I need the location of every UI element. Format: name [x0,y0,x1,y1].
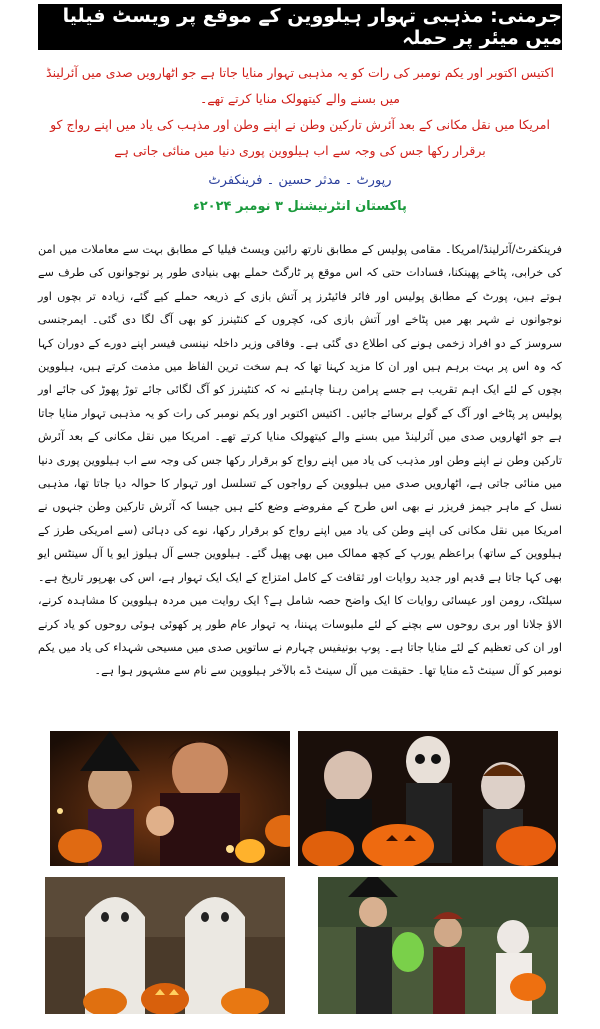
intro-block [38,60,562,218]
trick-or-treat-kids-photo [318,877,558,1014]
article-body [38,238,562,683]
intro-red-line-1: اکتیس اکتوبر اور یکم نومبر کی رات کو یہ مذہبی تہوار منایا جاتا ہے جو اٹھارویں صدی میں آئرلینڈ میں بسنے والے کیتھولک منایا کرتے تھے۔ [46,65,554,106]
children-costumes-photo [298,731,558,866]
family-halloween-photo [50,731,290,866]
ghost-costumes-photo [45,877,285,1014]
article-text: فرینکفرٹ/آئرلینڈ/امریکا۔ مقامی پولیس کے مطابق نارتھ رائین ویسٹ فیلیا کے مطابق بہت سے معاملات میں امن کی خرابی، پٹاخے پھینکنا، فسادات حتی کہ اس موقع پر ٹارگٹ حملے بھی بنیادی طور پر نوجوانوں کی طرف سے ہوتے ہیں، پورٹ کے مطابق پولیس اور فائر فائیٹرز پر آتش بازی کے ذریعہ حملے کیے گئے، زیادہ تر بچوں اور نوجوانوں نے شہر بھر میں پٹاخے اور آتش بازی کی، کچروں کے کنٹینرز کو بھی آگ لگا دی گئی۔ ایمرجنسی سروسز کے دو افراد زخمی ہونے کی اطلاع دی گئی ہے۔ وفاقی وزیر داخلہ نینسی فیسر اپنے دورے کے دوران کہا کہ وہ اس پر بہت برہم ہیں اور ان کا مزید کہنا تھا کہ ہم سخت ترین الفاظ میں مذمت کرتے ہیں، ہیلووین بچوں کے لئے ایک اہم تقریب ہے جسے پرامن رہنا چاہئیے نہ کہ کنٹینرز کو آگ لگائی جائے توڑ پھوڑ کی جائے اور پولیس پر پٹاخے اور آگ کے گولے برسائے جائیں۔ اکتیس اکتوبر اور یکم نومبر کی رات کو یہ مذہبی تہوار منایا جاتا ہے جو اٹھارویں صدی میں آئرلینڈ میں بسنے والے کیتھولک منایا کرتے تھے۔ امریکا میں نقل مکانی کے بعد آئرش تارکین وطن نے اپنے وطن اور مذہب کی یاد میں اپنے رواج کو برقرار رکھا جس کی وجہ سے اب ہیلووین پوری دنیا میں منائی جاتی ہے، اٹھارویں صدی میں ہیلووین کے رواجوں کے تسلسل اور تہوار کا حوالہ دیا جاتا تھا، مذہبی نسل کے ماہر جیمز فریزر نے بھی اس طرح کے مفروضے وضع کئے ہیں جیسا کہ آئرش تارکین وطن جنہوں نے امریکا میں نقل مکانی کی اپنے وطن کی یاد میں اپنے رواج کو برقرار رکھا، نوے کی دہائی (سے امریکی طرز کے ہیلووین کے ساتھ) براعظم یورپ کے کچھ ممالک میں بھی پھیل گئے۔ ہیلووین جسے آل ہیلوز ایو یا آل سینٹس ایو بھی کہا جاتا ہے قدیم اور جدید روایات اور ثقافت کے کامل امتزاج کے ایک ایک تہوار ہے، اس کی بھرپور تاریخ ہے۔ سیلٹک، رومن اور عیسائی روایات کا ایک واضح حصہ شامل ہے؟ ایک روایت میں مردہ ہیلووین کا مشاہدہ کرنے، الاؤ جلانا اور بری روحوں سے بچنے کے لئے ملبوسات پہننا، یہ تہوار عام طور پر کھوئی ہوئی روحوں کو یاد کرنے اور ان کی تعظیم کے لئے منایا جاتا ہے۔ پوپ بونیفیس چہارم نے ساتویں صدی میں مسیحی شہداء کی یاد میں یکم نومبر کو آل سینٹ ڈے منایا تھا۔ حقیقت میں آل سینٹ ڈے بالآخر ہیلووین سے نام سے مشہور ہوا ہے۔ [38,243,562,678]
headline-text: جرمنی: مذہبی تہوار ہیلووین کے موقع پر ویسٹ فیلیا میں میئر پر حملہ [62,5,562,49]
headline-banner [38,4,562,50]
byline: رپورٹ ۔ مدثر حسین ۔ فرینکفرٹ [208,173,392,188]
dateline: پاکستان انٹرنیشنل ۳ نومبر ۲۰۲۴ء [193,199,407,214]
intro-red-line-2: امریکا میں نقل مکانی کے بعد آئرش تارکین وطن نے اپنے وطن اور مذہب کی یاد میں اپنے رواج کو برقرار رکھا جس کی وجہ سے اب ہیلووین پوری دنیا میں منائی جاتی ہے [50,117,550,158]
